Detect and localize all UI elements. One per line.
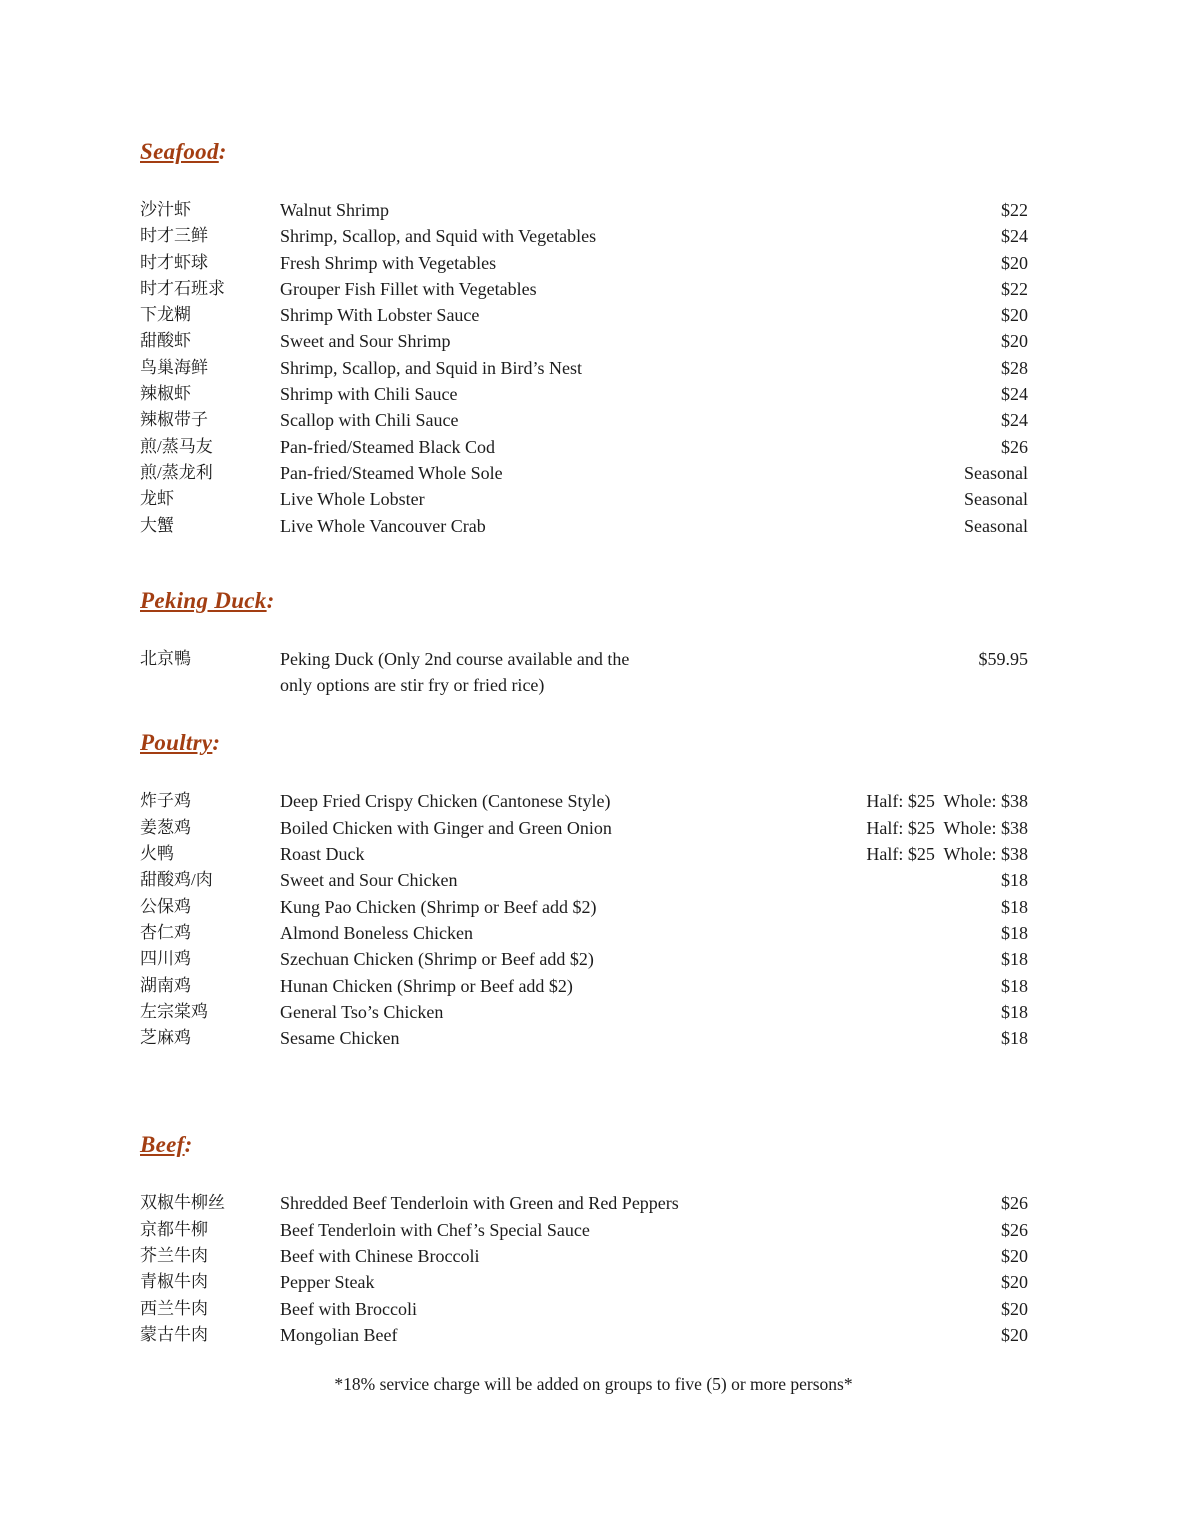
- item-english-name: [280, 328, 1001, 354]
- item-english-line: General Tso’s Chicken: [280, 1001, 444, 1022]
- menu-item-row: [140, 1269, 1028, 1295]
- menu-item-row: [140, 223, 1028, 249]
- item-price: $20: [1001, 252, 1028, 273]
- item-english-name: [280, 1322, 1001, 1348]
- item-english-name: [280, 1296, 1001, 1322]
- item-chinese-name: 龙虾: [140, 489, 174, 509]
- section-title: Seafood: [140, 139, 219, 164]
- item-english-line: Hunan Chicken (Shrimp or Beef add $2): [280, 975, 573, 996]
- item-price: Half: $25 Whole: $38: [866, 817, 1028, 838]
- item-price: $26: [1001, 1219, 1028, 1240]
- item-chinese-name: 青椒牛肉: [140, 1272, 208, 1292]
- item-price: $22: [1001, 278, 1028, 299]
- menu-section: [140, 1131, 1028, 1348]
- item-english-name: [280, 646, 979, 699]
- item-english-line: Pan-fried/Steamed Whole Sole: [280, 462, 503, 483]
- section-title: Poultry: [140, 730, 213, 756]
- menu-item-row: [140, 460, 1028, 486]
- menu-item-row: [140, 1025, 1028, 1051]
- menu-sections: [140, 138, 1028, 1348]
- item-english-line: Pan-fried/Steamed Black Cod: [280, 436, 495, 457]
- item-price: $18: [1001, 896, 1028, 917]
- item-chinese-name: 炸子鸡: [140, 791, 191, 811]
- item-price: $20: [1001, 305, 1028, 326]
- item-english-name: [280, 302, 1001, 328]
- item-price: Seasonal: [964, 462, 1028, 483]
- item-price: $18: [1001, 949, 1028, 970]
- menu-item-row: [140, 946, 1028, 972]
- item-english-name: [280, 197, 1001, 223]
- item-price: $24: [1001, 226, 1028, 247]
- item-price: $18: [1001, 1001, 1028, 1022]
- item-english-line: Live Whole Lobster: [280, 489, 425, 510]
- menu-item-row: [140, 328, 1028, 354]
- item-english-line: Peking Duck (Only 2nd course available and the: [280, 648, 630, 669]
- item-price: $24: [1001, 410, 1028, 431]
- item-english-line: Shredded Beef Tenderloin with Green and Red Peppers: [280, 1193, 679, 1214]
- menu-item-row: [140, 1190, 1028, 1216]
- item-english-name: [280, 920, 1001, 946]
- item-chinese-name: 时才石班求: [140, 278, 225, 298]
- item-english-line: Sesame Chicken: [280, 1028, 400, 1049]
- menu-item-row: [140, 250, 1028, 276]
- section-title-colon: :: [218, 139, 227, 164]
- item-price: Half: $25 Whole: $38: [866, 844, 1028, 865]
- section-items: [140, 197, 1028, 539]
- item-english-line: Kung Pao Chicken (Shrimp or Beef add $2): [280, 896, 597, 917]
- item-price: $18: [1001, 975, 1028, 996]
- item-english-line: Beef with Chinese Broccoli: [280, 1246, 480, 1267]
- menu-item-row: [140, 355, 1028, 381]
- item-price: $22: [1001, 200, 1028, 220]
- section-items: [140, 646, 1028, 699]
- menu-item-row: [140, 1322, 1028, 1348]
- item-english-line: Beef with Broccoli: [280, 1298, 417, 1319]
- item-english-name: [280, 434, 1001, 460]
- item-chinese-name: 杏仁鸡: [140, 922, 191, 942]
- item-chinese-name: 火鸭: [140, 844, 174, 864]
- item-english-name: [280, 486, 964, 512]
- item-english-line: Fresh Shrimp with Vegetables: [280, 252, 497, 273]
- item-english-name: [280, 1217, 1001, 1243]
- menu-item-row: [140, 788, 1028, 814]
- item-english-line: Almond Boneless Chicken: [280, 922, 473, 943]
- item-chinese-name: 双椒牛柳丝: [140, 1193, 225, 1213]
- item-chinese-name: 煎/蒸龙利: [140, 462, 213, 482]
- item-price: $59.95: [978, 648, 1028, 669]
- item-price: Seasonal: [964, 489, 1028, 510]
- menu-item-row: [140, 999, 1028, 1025]
- item-chinese-name: 时才三鲜: [140, 226, 208, 246]
- item-english-line: Deep Fried Crispy Chicken (Cantonese Style): [280, 791, 611, 812]
- item-chinese-name: 京都牛柳: [140, 1219, 208, 1239]
- item-price: $20: [1001, 1246, 1028, 1267]
- item-chinese-name: 时才虾球: [140, 252, 208, 272]
- section-items: [140, 788, 1028, 1051]
- item-english-line: Shrimp, Scallop, and Squid in Bird’s Nest: [280, 357, 583, 378]
- item-english-line: Grouper Fish Fillet with Vegetables: [280, 278, 537, 299]
- item-english-line: only options are stir fry or fried rice): [280, 675, 545, 696]
- item-price: $26: [1001, 436, 1028, 457]
- section-title-colon: :: [184, 1132, 193, 1158]
- menu-section: [140, 587, 1028, 699]
- section-title-colon: :: [212, 730, 221, 756]
- menu-item-row: [140, 302, 1028, 328]
- menu-item-row: [140, 815, 1028, 841]
- item-price: $26: [1001, 1193, 1028, 1214]
- menu-item-row: [140, 486, 1028, 512]
- menu-section: [140, 729, 1028, 1051]
- item-english-line: Walnut Shrimp: [280, 200, 390, 220]
- item-price: $20: [1001, 1298, 1028, 1319]
- item-english-name: [280, 250, 1001, 276]
- item-english-name: [280, 1025, 1001, 1051]
- item-price: $24: [1001, 384, 1028, 405]
- menu-item-row: [140, 894, 1028, 920]
- item-chinese-name: 左宗棠鸡: [140, 1001, 208, 1021]
- item-english-line: Boiled Chicken with Ginger and Green Onion: [280, 817, 612, 838]
- item-english-line: Szechuan Chicken (Shrimp or Beef add $2): [280, 949, 594, 970]
- menu-item-row: [140, 867, 1028, 893]
- menu-item-row: [140, 276, 1028, 302]
- item-chinese-name: 北京鴨: [140, 648, 191, 668]
- item-english-line: Sweet and Sour Shrimp: [280, 331, 451, 352]
- item-english-line: Pepper Steak: [280, 1272, 375, 1293]
- item-english-name: [280, 946, 1001, 972]
- menu-item-row: [140, 646, 1028, 699]
- menu-item-row: [140, 381, 1028, 407]
- item-english-name: [280, 973, 1001, 999]
- item-chinese-name: 湖南鸡: [140, 975, 191, 995]
- item-english-name: [280, 867, 1001, 893]
- item-english-name: [280, 841, 866, 867]
- menu-item-row: [140, 973, 1028, 999]
- menu-item-row: [140, 407, 1028, 433]
- item-chinese-name: 下龙糊: [140, 305, 191, 325]
- item-english-name: [280, 276, 1001, 302]
- item-price: $20: [1001, 1324, 1028, 1345]
- item-english-name: [280, 999, 1001, 1025]
- menu-item-row: [140, 513, 1028, 539]
- item-price: Seasonal: [964, 515, 1028, 536]
- section-header: [140, 138, 1028, 166]
- menu-item-row: [140, 197, 1028, 223]
- item-chinese-name: 芝麻鸡: [140, 1028, 191, 1048]
- section-items: [140, 1190, 1028, 1348]
- item-english-name: [280, 513, 964, 539]
- section-header: [140, 587, 1028, 615]
- item-price: $20: [1001, 331, 1028, 352]
- menu-item-row: [140, 1217, 1028, 1243]
- item-chinese-name: 沙汁虾: [140, 200, 191, 219]
- item-english-name: [280, 894, 1001, 920]
- item-english-line: Scallop with Chili Sauce: [280, 410, 459, 431]
- section-header: [140, 729, 1028, 757]
- item-price: $18: [1001, 870, 1028, 891]
- menu-item-row: [140, 434, 1028, 460]
- item-chinese-name: 甜酸虾: [140, 331, 191, 351]
- item-english-name: [280, 407, 1001, 433]
- menu-section: [140, 138, 1028, 539]
- item-english-line: Shrimp, Scallop, and Squid with Vegetables: [280, 226, 597, 247]
- menu-item-row: [140, 841, 1028, 867]
- item-chinese-name: 四川鸡: [140, 949, 191, 969]
- item-english-line: Shrimp With Lobster Sauce: [280, 305, 480, 326]
- menu-item-row: [140, 1296, 1028, 1322]
- item-chinese-name: 辣椒虾: [140, 384, 191, 404]
- item-english-line: Mongolian Beef: [280, 1324, 398, 1345]
- item-english-name: [280, 1269, 1001, 1295]
- item-english-name: [280, 815, 866, 841]
- item-english-line: Beef Tenderloin with Chef’s Special Sauce: [280, 1219, 590, 1240]
- item-price: $20: [1001, 1272, 1028, 1293]
- section-title: Beef: [140, 1132, 185, 1158]
- item-price: $28: [1001, 357, 1028, 378]
- item-english-line: Roast Duck: [280, 844, 365, 865]
- item-price: Half: $25 Whole: $38: [866, 791, 1028, 812]
- item-chinese-name: 姜葱鸡: [140, 817, 191, 837]
- item-chinese-name: 西兰牛肉: [140, 1298, 208, 1318]
- item-chinese-name: 鸟巢海鲜: [140, 357, 208, 377]
- item-chinese-name: 辣椒带子: [140, 410, 208, 430]
- menu-item-row: [140, 1243, 1028, 1269]
- item-english-name: [280, 460, 964, 486]
- item-chinese-name: 公保鸡: [140, 896, 191, 916]
- section-header: [140, 1131, 1028, 1159]
- item-chinese-name: 甜酸鸡/肉: [140, 870, 213, 890]
- service-charge-note: *18% service charge will be added on groups to five (5) or more persons*: [334, 1374, 853, 1395]
- item-english-line: Live Whole Vancouver Crab: [280, 515, 486, 536]
- item-english-name: [280, 788, 866, 814]
- item-price: $18: [1001, 1028, 1028, 1049]
- item-chinese-name: 蒙古牛肉: [140, 1324, 208, 1344]
- item-english-line: Sweet and Sour Chicken: [280, 870, 458, 891]
- menu-item-row: [140, 920, 1028, 946]
- item-chinese-name: 煎/蒸马友: [140, 436, 213, 456]
- item-english-name: [280, 355, 1001, 381]
- item-english-line: Shrimp with Chili Sauce: [280, 384, 458, 405]
- section-title: Peking Duck: [140, 587, 267, 613]
- section-title-colon: :: [266, 587, 275, 613]
- item-english-name: [280, 223, 1001, 249]
- item-chinese-name: 芥兰牛肉: [140, 1246, 208, 1266]
- item-price: $18: [1001, 922, 1028, 943]
- item-english-name: [280, 1243, 1001, 1269]
- item-chinese-name: 大蟹: [140, 515, 174, 535]
- item-english-name: [280, 381, 1001, 407]
- item-english-name: [280, 1190, 1001, 1216]
